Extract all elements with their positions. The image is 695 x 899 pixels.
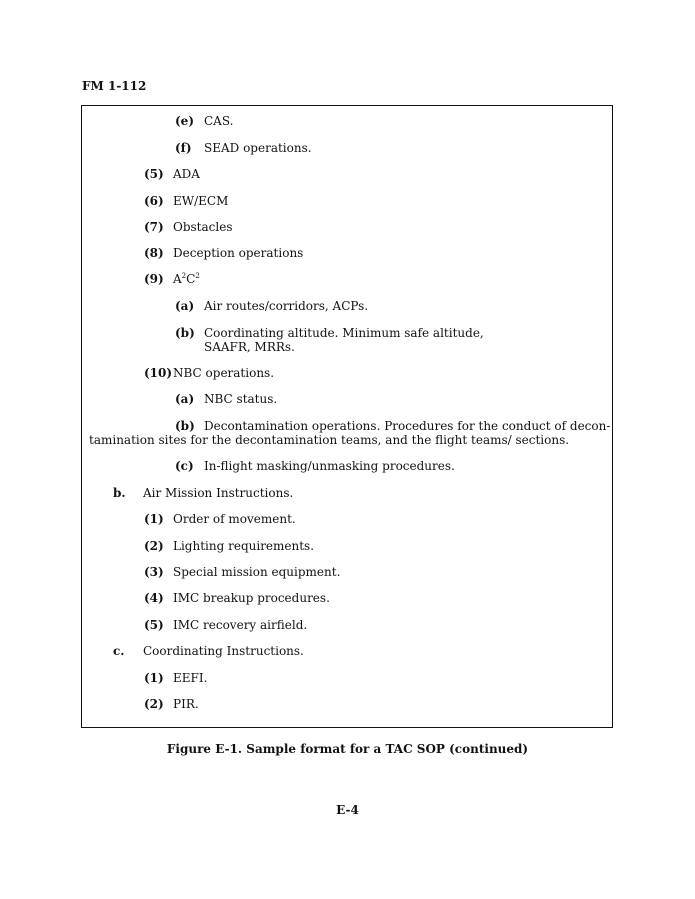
list-item-8 xyxy=(144,246,304,261)
item-label: (5) xyxy=(144,618,164,632)
list-item-9b xyxy=(175,326,484,341)
item-text: EEFI. xyxy=(173,671,208,685)
item-label: (3) xyxy=(144,565,164,579)
item-text: Air Mission Instructions. xyxy=(143,486,294,500)
item-label: (f) xyxy=(175,141,192,155)
list-item-6 xyxy=(144,194,229,209)
manual-id-header: FM 1-112 xyxy=(82,79,147,93)
list-item-10b-continuation xyxy=(89,433,569,448)
item-label: (6) xyxy=(144,194,164,208)
item-text: CAS. xyxy=(204,114,234,128)
list-item-10b xyxy=(175,419,611,434)
item-label: (2) xyxy=(144,697,164,711)
item-label: (4) xyxy=(144,591,164,605)
list-item-10c xyxy=(175,459,455,474)
figure-caption: Figure E-1. Sample format for a TAC SOP (continued) xyxy=(166,742,529,756)
item-text: SEAD operations. xyxy=(204,141,312,155)
list-item-c xyxy=(113,644,304,659)
item-text: Lighting requirements. xyxy=(173,539,315,553)
item-label: (c) xyxy=(175,459,194,473)
list-item-f xyxy=(175,141,312,156)
item-label: (2) xyxy=(144,539,164,553)
item-text: In-flight masking/unmasking procedures. xyxy=(204,459,455,473)
item-label: (1) xyxy=(144,512,164,526)
list-item-b2 xyxy=(144,539,315,554)
list-item-9a xyxy=(175,299,369,314)
item-text: $A^2C^2$ xyxy=(173,272,200,286)
list-item-10 xyxy=(144,366,275,381)
item-label: (8) xyxy=(144,246,164,260)
item-text-line1: Decontamination operations. Procedures for the conduct of decon- xyxy=(204,419,611,433)
list-item-5 xyxy=(144,167,200,182)
item-text: IMC recovery airfield. xyxy=(173,618,308,632)
item-text: NBC status. xyxy=(204,392,278,406)
item-label: (1) xyxy=(144,671,164,685)
list-item-b xyxy=(113,486,294,501)
item-label: (10) xyxy=(144,366,173,380)
list-item-c2 xyxy=(144,697,199,712)
item-text-line1: Coordinating altitude. Minimum safe altitude, xyxy=(204,326,484,340)
item-text: Air routes/corridors, ACPs. xyxy=(204,299,369,313)
item-text: IMC breakup procedures. xyxy=(173,591,330,605)
list-item-7 xyxy=(144,220,233,235)
item-text: Deception operations xyxy=(173,246,304,260)
item-label: b. xyxy=(113,486,126,500)
item-label: c. xyxy=(113,644,125,658)
item-text: Order of movement. xyxy=(173,512,296,526)
list-item-b1 xyxy=(144,512,296,527)
item-text: Coordinating Instructions. xyxy=(143,644,304,658)
list-item-c1 xyxy=(144,671,208,686)
item-label: (b) xyxy=(175,419,195,433)
list-item-9b-continuation xyxy=(204,340,295,355)
list-item-10a xyxy=(175,392,278,407)
item-label: (7) xyxy=(144,220,164,234)
list-item-b3 xyxy=(144,565,341,580)
item-text: PIR. xyxy=(173,697,199,711)
item-label: (a) xyxy=(175,392,195,406)
list-item-e xyxy=(175,114,234,129)
item-label: (e) xyxy=(175,114,194,128)
item-label: (a) xyxy=(175,299,195,313)
item-text: Special mission equipment. xyxy=(173,565,341,579)
list-item-b4 xyxy=(144,591,330,606)
item-label: (b) xyxy=(175,326,195,340)
item-text: ADA xyxy=(173,167,200,181)
item-text-line2: SAAFR, MRRs. xyxy=(204,340,295,354)
item-text: Obstacles xyxy=(173,220,233,234)
item-text-line2: tamination sites for the decontamination teams, and the flight teams/ sections. xyxy=(89,433,570,447)
list-item-9 xyxy=(144,272,200,287)
item-text: EW/ECM xyxy=(173,194,229,208)
item-text: NBC operations. xyxy=(173,366,275,380)
list-item-b5 xyxy=(144,618,308,633)
item-label: (5) xyxy=(144,167,164,181)
page-number: E-4 xyxy=(336,803,359,817)
item-label: (9) xyxy=(144,272,164,286)
